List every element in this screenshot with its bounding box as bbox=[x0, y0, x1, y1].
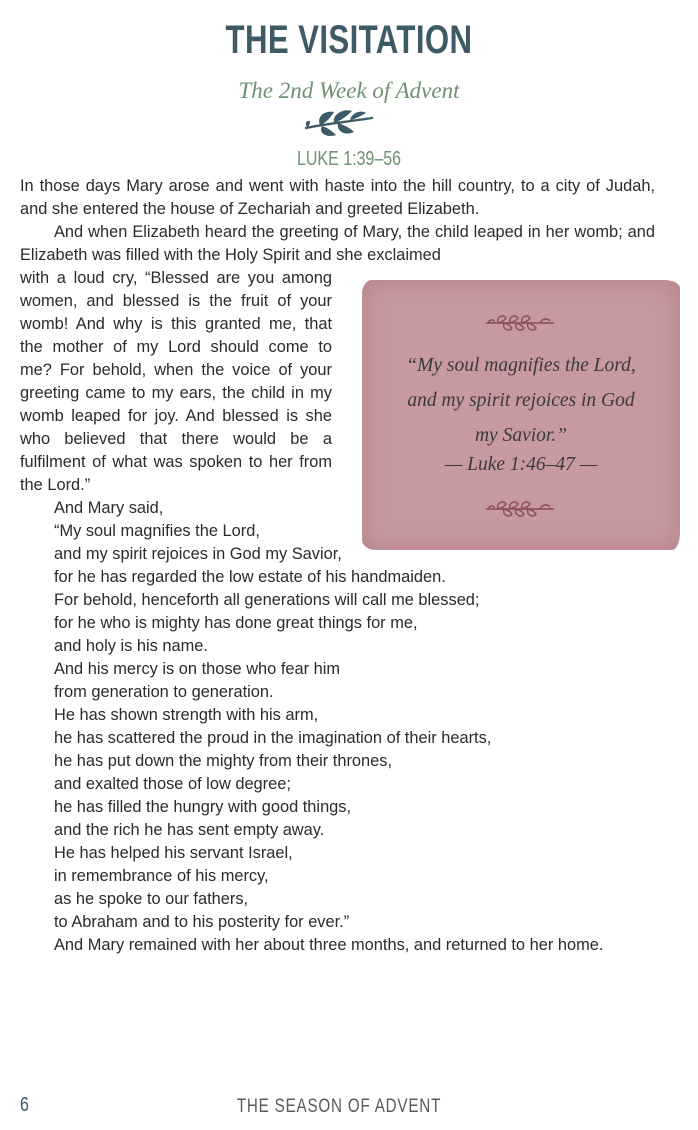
pull-quote-line: my Savior.” bbox=[474, 425, 568, 446]
verse-line: For behold, henceforth all generations will call me blessed; bbox=[54, 591, 480, 609]
verse-line: as he spoke to our fathers, bbox=[54, 890, 249, 908]
verse-line: and exalted those of low degree; bbox=[54, 775, 291, 793]
paragraph-wrapped: with a loud cry, “Blessed are you among women, and blessed is the fruit of your womb! And why is this granted me, that the mother of my Lord should come to me? For behold, when the voice of your greeting came to my ears, the child in my womb leaped for joy. And blessed is she who believed that there would be a fulfilment of what was spoken to her from the Lord.” bbox=[20, 269, 332, 494]
page-number: 6 bbox=[20, 1094, 29, 1116]
verse-line: in remembrance of his mercy, bbox=[54, 867, 269, 885]
verse-line: to Abraham and to his posterity for ever.” bbox=[54, 913, 350, 931]
magnificat-verses bbox=[20, 520, 655, 934]
paragraph: And when Elizabeth heard the greeting of Mary, the child leaped in her womb; and Elizabeth was filled with the Holy Spirit and she exclaimed bbox=[20, 223, 655, 264]
verse-line: And his mercy is on those who fear him bbox=[54, 660, 341, 678]
verse-line: and holy is his name. bbox=[54, 637, 208, 655]
pull-quote-box bbox=[362, 280, 680, 550]
verse-line: and the rich he has sent empty away. bbox=[54, 821, 325, 839]
scripture-reference: LUKE 1:39–56 bbox=[296, 148, 402, 170]
pull-quote-line: and my spirit rejoices in God bbox=[407, 390, 635, 411]
paragraph: And Mary remained with her about three months, and returned to her home. bbox=[54, 936, 604, 954]
branch-icon bbox=[300, 106, 376, 140]
pull-quote-text bbox=[362, 348, 680, 453]
verse-line: from generation to generation. bbox=[54, 683, 274, 701]
verse-line: and my spirit rejoices in God my Savior, bbox=[54, 545, 342, 563]
flourish-icon bbox=[482, 498, 558, 520]
verse-line: for he who is mighty has done great things for me, bbox=[54, 614, 418, 632]
flourish-icon bbox=[482, 312, 558, 334]
paragraph: In those days Mary arose and went with haste into the hill country, to a city of Judah, and she entered the house of Zechariah and greeted Elizabeth. bbox=[20, 177, 655, 218]
pull-quote-citation: — Luke 1:46–47 — bbox=[444, 454, 598, 475]
page-subtitle: The 2nd Week of Advent bbox=[238, 78, 460, 103]
verse-line: “My soul magnifies the Lord, bbox=[54, 522, 260, 540]
verse-line: He has shown strength with his arm, bbox=[54, 706, 319, 724]
verse-line: he has put down the mighty from their thrones, bbox=[54, 752, 393, 770]
pull-quote-line: “My soul magnifies the Lord, bbox=[406, 355, 636, 376]
verse-line: he has filled the hungry with good things, bbox=[54, 798, 352, 816]
page-title: THE VISITATION bbox=[225, 18, 473, 62]
running-footer: THE SEASON OF ADVENT bbox=[236, 1096, 442, 1117]
verse-line: He has helped his servant Israel, bbox=[54, 844, 293, 862]
paragraph: And Mary said, bbox=[54, 499, 164, 517]
verse-line: for he has regarded the low estate of his handmaiden. bbox=[54, 568, 446, 586]
verse-line: he has scattered the proud in the imagination of their hearts, bbox=[54, 729, 492, 747]
